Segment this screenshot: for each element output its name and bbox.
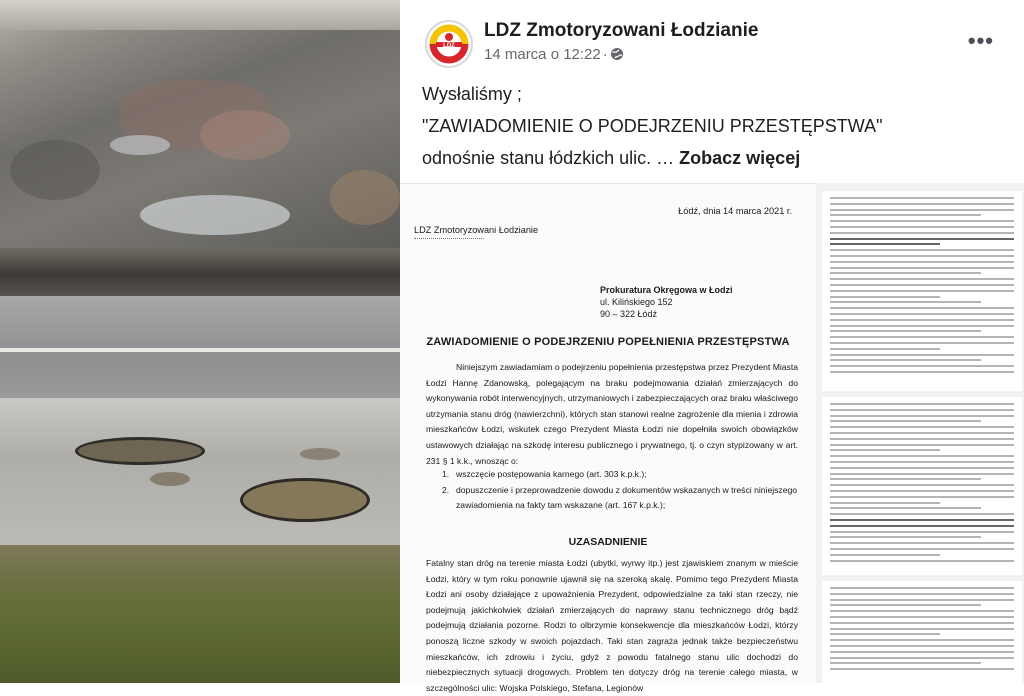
text-line [830, 365, 1014, 367]
ldz-logo-icon [427, 22, 471, 66]
text-line [830, 525, 1014, 527]
text-line [830, 657, 1014, 659]
text-line [830, 284, 1014, 286]
text-line [830, 272, 981, 274]
text-line [830, 542, 1014, 544]
post-text-line: Wysłaliśmy ; [422, 84, 522, 104]
pothole [300, 448, 340, 460]
text-line [830, 426, 1014, 428]
letter-continuation-pages[interactable] [816, 183, 1024, 683]
pavement-patch [200, 110, 290, 160]
letter-title: ZAWIADOMIENIE O PODEJRZENIU POPEŁNIENIA PRZESTĘPSTWA [426, 336, 790, 348]
pothole [150, 472, 190, 486]
text-line [830, 330, 981, 332]
road-photo[interactable] [0, 0, 400, 683]
post-timestamp[interactable]: 14 marca o 12:22 [484, 46, 601, 63]
letter-requests-list [442, 467, 798, 514]
puddle [110, 135, 170, 155]
list-number: 1. [442, 469, 450, 479]
text-line [830, 348, 940, 350]
page-name-link[interactable]: LDZ Zmotoryzowani Łodzianie [484, 20, 759, 41]
post-text-fragment: odnośnie stanu łódzkich ulic. … [422, 148, 675, 168]
post-header [400, 0, 1024, 78]
recipient-street: ul. Kilińskiego 152 [600, 297, 673, 307]
letter-image[interactable] [400, 183, 816, 693]
puddle [140, 195, 290, 235]
text-line [830, 255, 1014, 257]
sidewalk-edge [0, 0, 400, 30]
meta-separator: · [602, 46, 608, 63]
list-number: 2. [442, 484, 450, 495]
text-line [830, 604, 981, 606]
text-line [830, 496, 1014, 498]
text-line [830, 214, 981, 216]
text-line [830, 467, 1014, 469]
page-avatar[interactable] [425, 20, 473, 68]
text-line [830, 519, 1014, 521]
post-text [422, 78, 1012, 174]
text-line [830, 403, 1014, 405]
text-line [830, 668, 1014, 670]
text-line [830, 371, 1014, 373]
text-line [830, 249, 1014, 251]
intro-paragraph: Niniejszym zawiadamiam o podejrzeniu popełnienia przestępstwa przez Prezydent Miasta Łodzi Hannę Zdanowską, polegającym na braku podejmowania działań zmierzających do wykonywania robót interwencyjnych, utrzymaniowych i zabezpieczających oraz braku właściwego utrzymania stanu dróg (nawierzchni), których stan stanowi realne zagrożenie dla mienia i zdrowia mieszkańców Łodzi, wskutek czego Prezydent Miasta Łodzi nie dopełniła swoich obowiązków ustawowych działając na szkodę interesu publicznego i prywatnego, tj. o czyn stypizowany w art. 231 § 1 k.k., wnosząc o: [426, 362, 799, 466]
text-line [830, 628, 1014, 630]
sender-address-placeholder [414, 238, 484, 241]
text-line [830, 633, 940, 635]
road-marking [0, 348, 400, 352]
text-line [830, 587, 1014, 589]
text-line [830, 536, 981, 538]
letter-sender: LDZ Zmotoryzowani Łodzianie [414, 225, 539, 235]
text-line [830, 473, 1014, 475]
road-shoulder [0, 398, 400, 548]
text-line [830, 313, 1014, 315]
text-line [830, 319, 1014, 321]
text-line [830, 342, 1014, 344]
list-item [442, 483, 798, 514]
text-line [830, 461, 1014, 463]
page-thumbnail [822, 191, 1022, 391]
post-text-line: "ZAWIADOMIENIE O PODEJRZENIU PRZESTĘPSTWA" [422, 116, 883, 136]
pothole [75, 437, 205, 465]
text-line [830, 301, 981, 303]
justification-paragraph: Fatalny stan dróg na terenie miasta Łodzi (ubytki, wyrwy itp.) jest zjawiskiem znanym w mieście Łodzi, który w tym roku ponownie ujawnił się na szeroką skalę. Pomimo tego Prezydent Miasta Łodzi ani osoby działające z upoważnienia Prezydent, odpowiedzialne za taki stan rzeczy, nie podejmują jakichkolwiek działań zmierzających do naprawy stanu technicznego dróg bądź podejmują działania pozorne. Rodzi to olbrzymie konsekwencje dla mieszkańców Łodzi, którzy ponoszą liczne szkody w swoich pojazdach. Taki stan zagraża jednak także bezpieczeństwu mieszkańców, ich zdrowiu i życiu, gdyż z powodu fatalnego stanu ulic dochodzi do niebezpiecznych sytuacji drogowych. Problem ten dotyczy dróg na terenie całego miasta, w szczególności ulic: Wojska Polskiego, Stefana, Legionów [426, 558, 798, 693]
text-line [830, 513, 1014, 515]
see-more-link[interactable]: Zobacz więcej [679, 148, 801, 168]
text-line [830, 220, 1014, 222]
list-item-text: dopuszczenie i przeprowadzenie dowodu z dokumentów wskazanych w treści niniejszego zawiadomienia na fakty tam wskazane (art. 167 k.p.k.); [456, 484, 798, 511]
pavement-patch [10, 140, 100, 200]
text-line [830, 622, 1014, 624]
text-line [830, 420, 981, 422]
text-line [830, 490, 1014, 492]
text-line [830, 226, 1014, 228]
page-thumbnail [822, 397, 1022, 575]
text-line [830, 478, 981, 480]
text-line [830, 243, 940, 245]
letter-justification [426, 556, 798, 696]
letter-subtitle: UZASADNIENIE [568, 536, 648, 548]
text-line [830, 409, 1014, 411]
text-line [830, 325, 1014, 327]
recipient-city: 90 – 322 Łódź [600, 309, 658, 319]
pothole [240, 478, 370, 522]
road-asphalt [0, 296, 400, 398]
curb [0, 248, 400, 296]
grass-verge [0, 545, 400, 683]
text-line [830, 203, 1014, 205]
letter-intro [426, 360, 798, 469]
text-line [830, 449, 940, 451]
text-line [830, 610, 1014, 612]
text-line [830, 599, 1014, 601]
text-line [830, 639, 1014, 641]
text-line [830, 444, 1014, 446]
text-line [830, 438, 1014, 440]
text-line [830, 662, 981, 664]
text-line [830, 209, 1014, 211]
list-item [442, 467, 798, 483]
text-line [830, 267, 1014, 269]
text-line [830, 238, 1014, 240]
post-text-line [422, 142, 1012, 174]
more-options-button[interactable]: ••• [967, 28, 994, 53]
globe-icon[interactable] [610, 47, 624, 65]
text-line [830, 278, 1014, 280]
list-item-text: wszczęcie postępowania karnego (art. 303 k.p.k.); [456, 469, 647, 479]
text-line [830, 502, 940, 504]
text-line [830, 455, 1014, 457]
text-line [830, 336, 1014, 338]
text-line [830, 548, 1014, 550]
text-line [830, 307, 1014, 309]
text-line [830, 593, 1014, 595]
text-line [830, 484, 1014, 486]
text-line [830, 197, 1014, 199]
text-line [830, 616, 1014, 618]
text-line [830, 554, 940, 556]
text-line [830, 645, 1014, 647]
text-line [830, 560, 1014, 562]
text-line [830, 290, 1014, 292]
letter-date: Łódź, dnia 14 marca 2021 r. [678, 206, 792, 216]
text-line [830, 531, 1014, 533]
text-line [830, 507, 981, 509]
svg-text:LDZ: LDZ [443, 43, 455, 49]
text-line [830, 261, 1014, 263]
page-thumbnail [822, 581, 1022, 683]
pavement-patch [330, 170, 400, 225]
text-line [830, 296, 940, 298]
text-line [830, 432, 1014, 434]
text-line [830, 354, 1014, 356]
letter-recipient [600, 284, 733, 320]
text-line [830, 359, 981, 361]
text-line [830, 651, 1014, 653]
recipient-name: Prokuratura Okręgowa w Łodzi [600, 285, 733, 295]
text-line [830, 415, 1014, 417]
post-meta [484, 46, 624, 65]
text-line [830, 232, 1014, 234]
